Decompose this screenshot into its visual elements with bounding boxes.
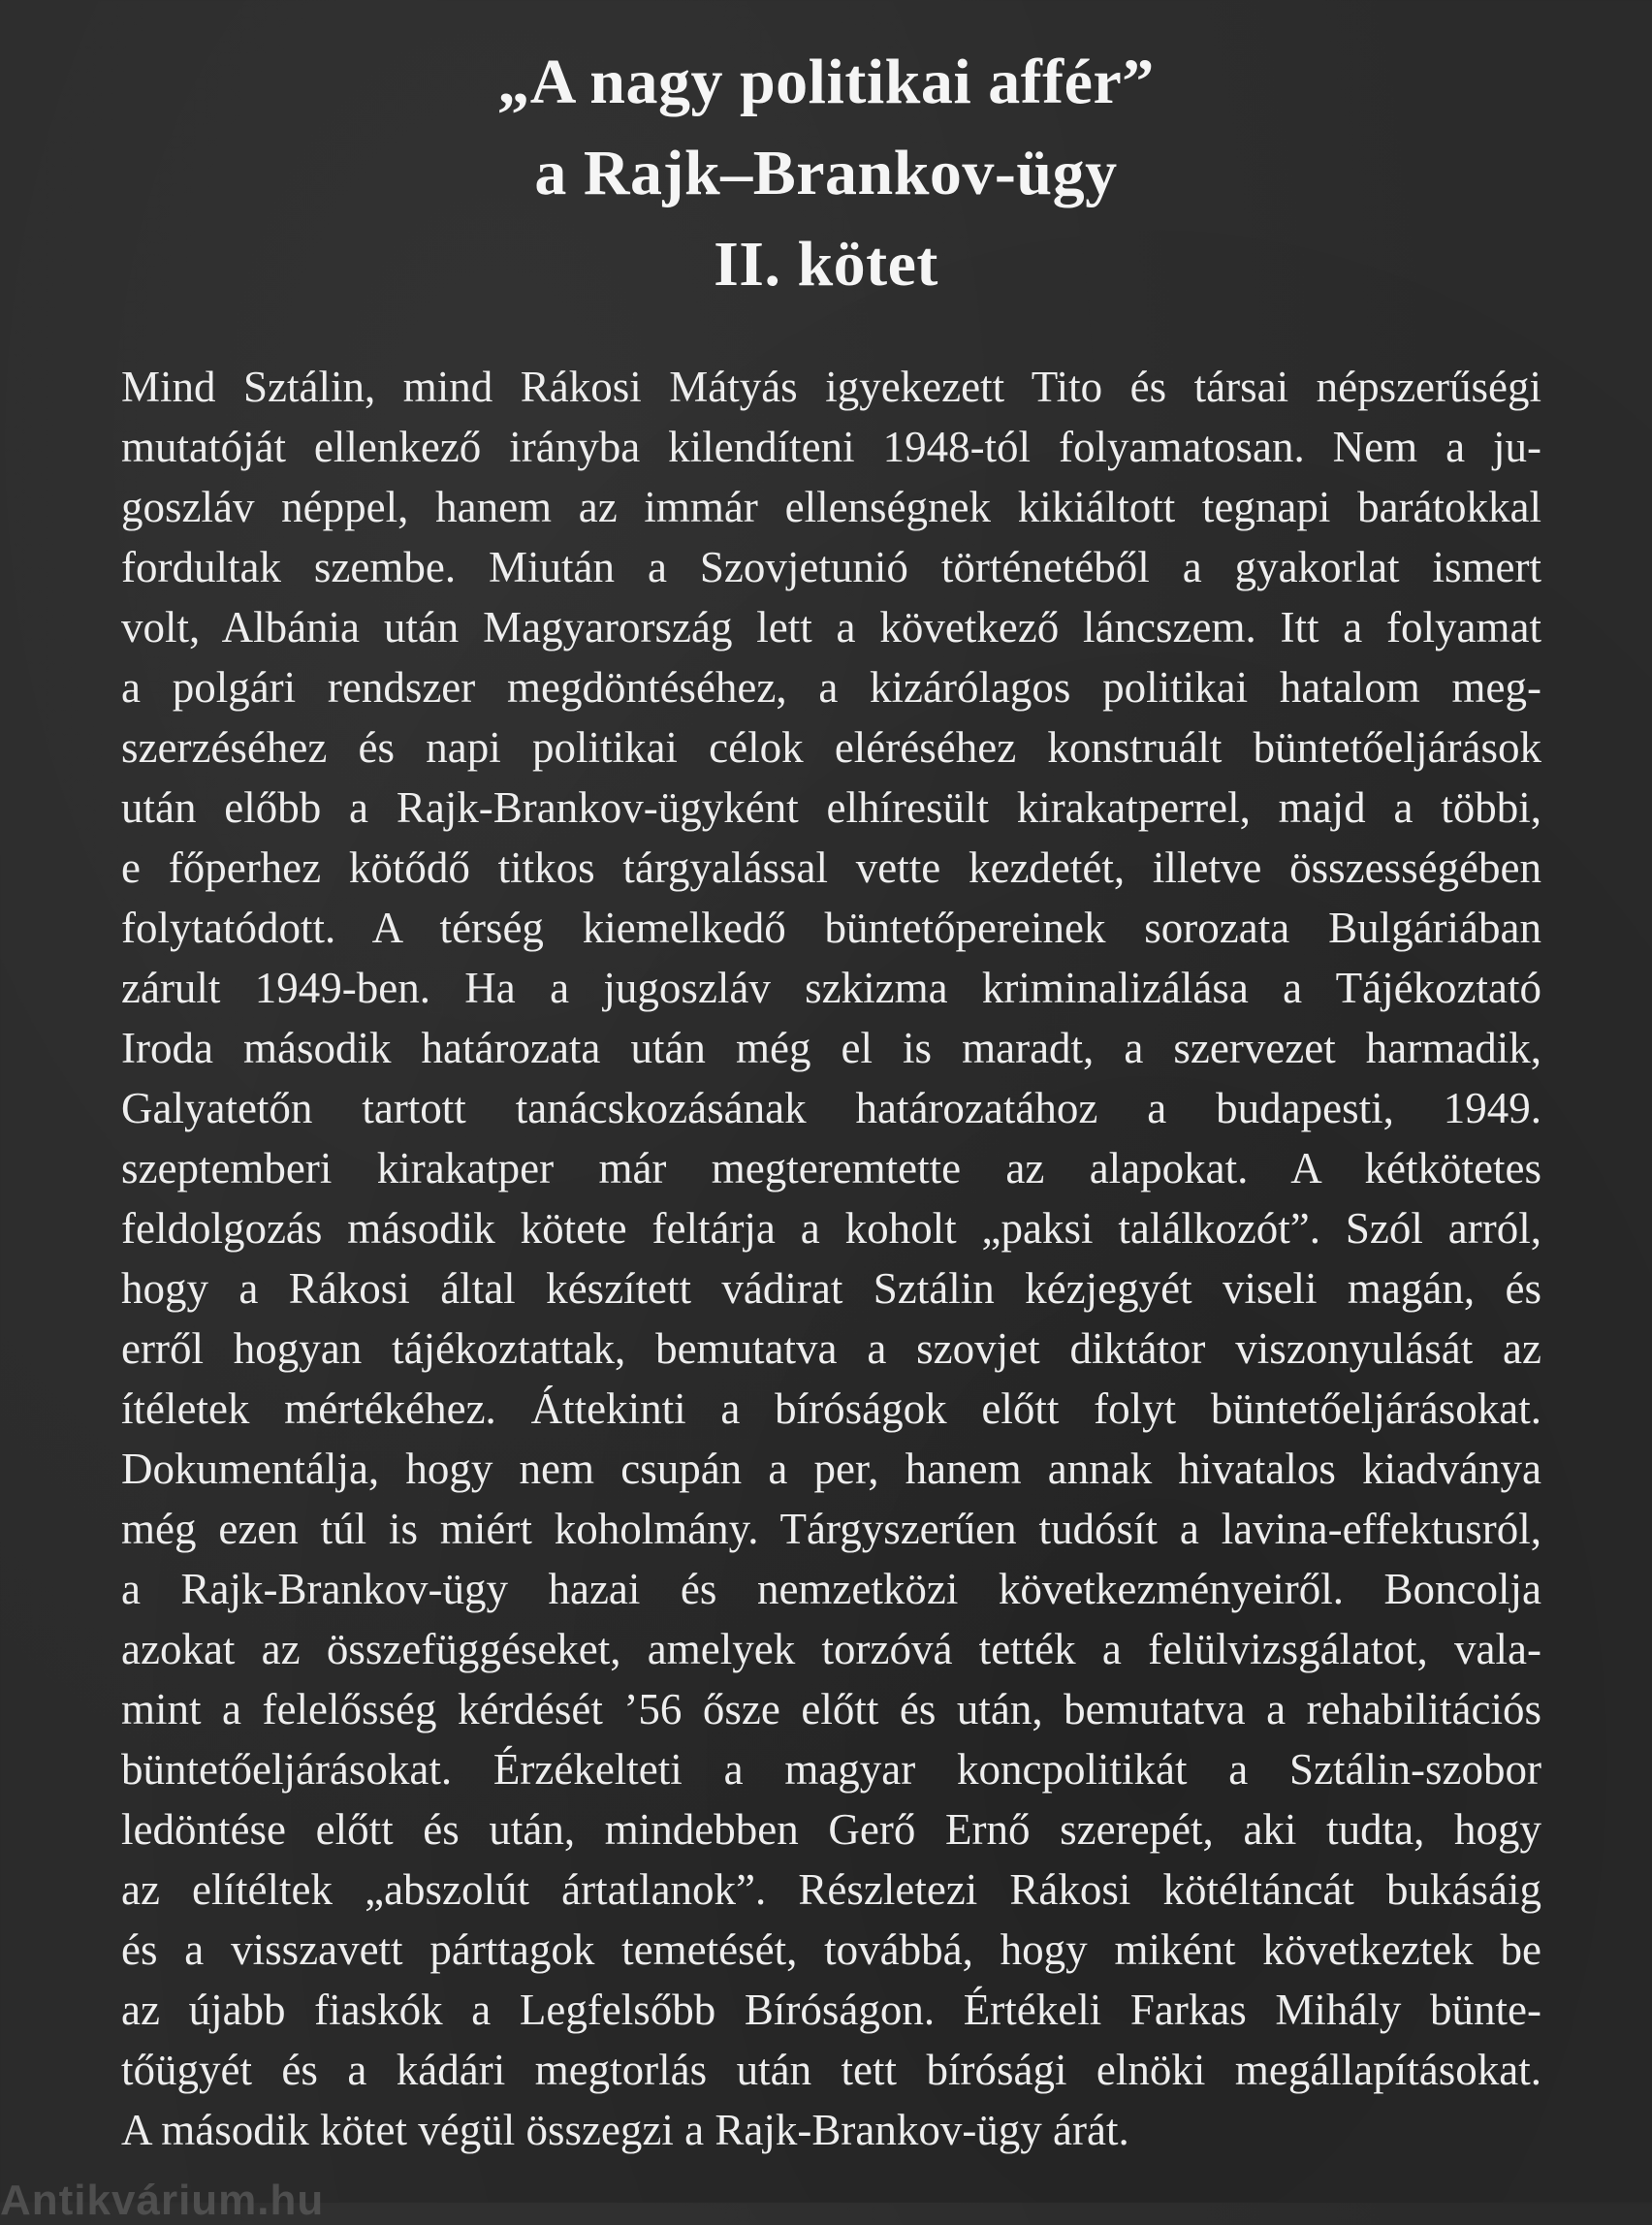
- blurb-line: még ezen túl is miért koholmány. Tárgyszerűen tudósít a lavina-effektusról,: [121, 1505, 1541, 1553]
- blurb-line: e főperhez kötődő titkos tárgyalással vette kezdetét, illetve összességében: [121, 843, 1541, 892]
- blurb-line: volt, Albánia után Magyarország lett a következő láncszem. Itt a folyamat: [121, 603, 1541, 652]
- blurb-line: mint a felelősség kérdését ’56 ősze előtt és után, bemutatva a rehabilitációs: [121, 1685, 1541, 1733]
- blurb-line: az elítéltek „abszolút ártatlanok”. Részletezi Rákosi kötéltáncát bukásáig: [121, 1865, 1541, 1914]
- blurb-line: szeptemberi kirakatper már megteremtette az alapokat. A kétkötetes: [121, 1144, 1541, 1192]
- blurb-line: mutatóját ellenkező irányba kilendíteni 1948-tól folyamatosan. Nem a ju-: [121, 423, 1541, 471]
- blurb-line: ledöntése előtt és után, mindebben Gerő Ernő szerepét, aki tudta, hogy: [121, 1805, 1541, 1854]
- blurb-line: után előbb a Rajk-Brankov-ügyként elhíresült kirakatperrel, majd a többi,: [121, 783, 1541, 832]
- blurb-line: Iroda második határozata után még el is maradt, a szervezet harmadik,: [121, 1024, 1541, 1072]
- blurb-line: tőügyét és a kádári megtorlás után tett bírósági elnöki megállapításokat.: [121, 2046, 1541, 2094]
- blurb-line: zárult 1949-ben. Ha a jugoszláv szkizma kriminalizálása a Tájékoztató: [121, 964, 1541, 1012]
- blurb-line: és a visszavett párttagok temetését, továbbá, hogy miként következtek be: [121, 1925, 1541, 1974]
- blurb-line: hogy a Rákosi által készített vádirat Sztálin kézjegyét viseli magán, és: [121, 1264, 1541, 1313]
- blurb-line: feldolgozás második kötete feltárja a koholt „paksi találkozót”. Szól arról,: [121, 1204, 1541, 1253]
- blurb-line: büntetőeljárásokat. Érzékelteti a magyar koncpolitikát a Sztálin-szobor: [121, 1745, 1541, 1794]
- blurb-line: azokat az összefüggéseket, amelyek torzóvá tették a felülvizsgálatot, vala-: [121, 1625, 1541, 1673]
- blurb-line: Mind Sztálin, mind Rákosi Mátyás igyekezett Tito és társai népszerűségi: [121, 363, 1541, 411]
- title-line: a Rajk–Brankov-ügy: [534, 138, 1118, 208]
- blurb-line: fordultak szembe. Miután a Szovjetunió történetéből a gyakorlat ismert: [121, 543, 1541, 591]
- book-title: [0, 37, 1652, 310]
- blurb-line: folytatódott. A térség kiemelkedő büntetőpereinek sorozata Bulgáriában: [121, 904, 1541, 952]
- blurb-line: A második kötet végül összegzi a Rajk-Brankov-ügy árát.: [121, 2106, 1129, 2154]
- blurb-line: ítéletek mértékéhez. Áttekinti a bíróságok előtt folyt büntetőeljárásokat.: [121, 1384, 1541, 1433]
- blurb-line: az újabb fiaskók a Legfelsőbb Bíróságon. Értékeli Farkas Mihály bünte-: [121, 1986, 1541, 2034]
- title-line: II. kötet: [714, 229, 938, 300]
- blurb-line: erről hogyan tájékoztattak, bemutatva a szovjet diktátor viszonyulását az: [121, 1324, 1541, 1373]
- blurb-line: goszláv néppel, hanem az immár ellenségnek kikiáltott tegnapi barátokkal: [121, 483, 1541, 531]
- blurb-line: a polgári rendszer megdöntéséhez, a kizárólagos politikai hatalom meg-: [121, 663, 1541, 712]
- blurb-line: a Rajk-Brankov-ügy hazai és nemzetközi következményeiről. Boncolja: [121, 1565, 1541, 1613]
- title-line: „A nagy politikai affér”: [497, 47, 1155, 117]
- watermark: Antikvárium.hu: [0, 2177, 325, 2224]
- blurb-line: Dokumentálja, hogy nem csupán a per, hanem annak hivatalos kiadványa: [121, 1445, 1541, 1493]
- blurb-line: Galyatetőn tartott tanácskozásának határozatához a budapesti, 1949.: [121, 1084, 1541, 1132]
- blurb-line: szerzéséhez és napi politikai célok eléréséhez konstruált büntetőeljárások: [121, 723, 1541, 772]
- blurb-text: [121, 357, 1541, 2160]
